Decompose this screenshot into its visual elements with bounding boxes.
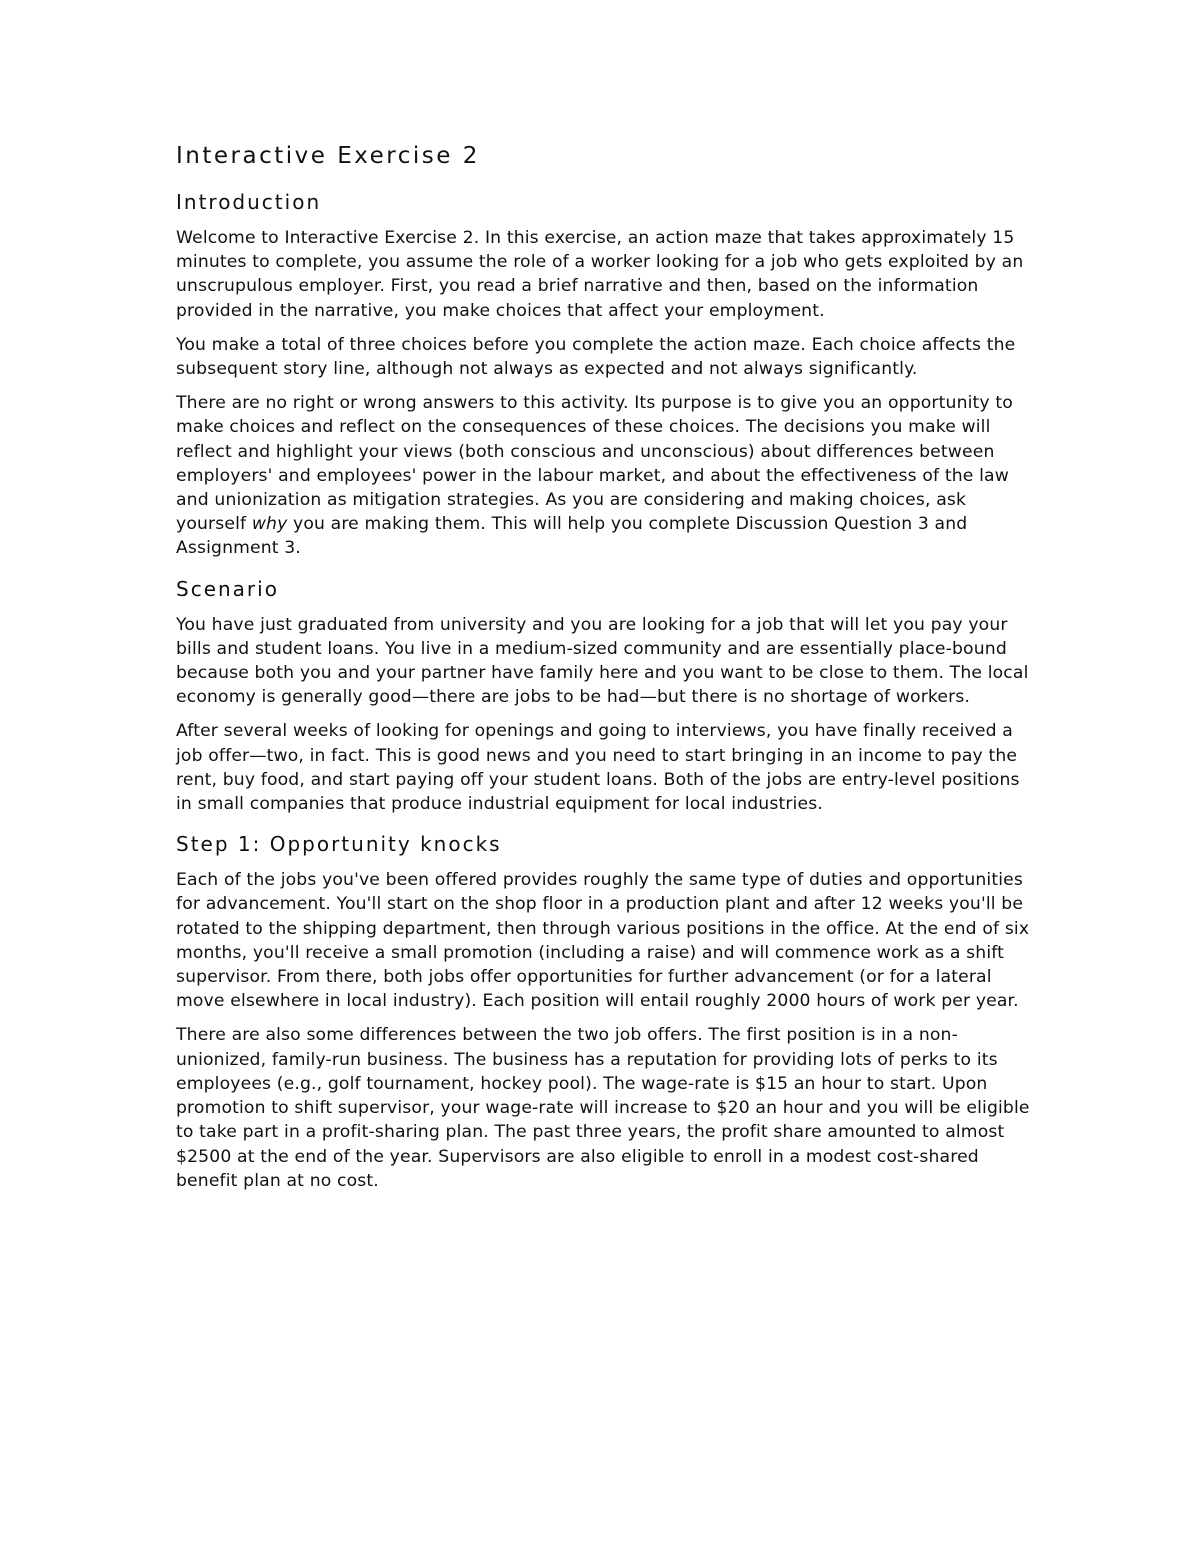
introduction-section: [176, 188, 1036, 561]
step1-heading: Step 1: Opportunity knocks: [176, 832, 502, 857]
scenario-paragraph-2: After several weeks of looking for openings and going to interviews, you have finally received a job offer—two, in fact. This is good news and you need to start bringing in an income to pay the rent, buy food, and start paying off your student loans. Both of the jobs are entry-level positions in small companies that produce industrial equipment for local industries.: [176, 721, 1020, 815]
introduction-paragraph-3-part-1: There are no right or wrong answers to this activity. Its purpose is to give you an opportunity to make choices and reflect on the consequences of these choices. The decisions you make will reflect and highlight your views (both conscious and unconscious) about differences between employers' and employees' power in the labour market, and about the effectiveness of the law and unionization as mitigation strategies. As you are considering and making choices, ask yourself: [176, 393, 1013, 535]
introduction-paragraph-3-part-2: you are making them. This will help you complete Discussion Question 3 and Assignment 3.: [176, 514, 968, 559]
step1-paragraph-1: Each of the jobs you've been offered provides roughly the same type of duties and opportunities for advancement. You'll start on the shop floor in a production plant and after 12 weeks you'll be rotated to the shipping department, then through various positions in the office. At the end of six months, you'll receive a small promotion (including a raise) and will commence work as a shift supervisor. From there, both jobs offer opportunities for further advancement (or for a lateral move elsewhere in local industry). Each position will entail roughly 2000 hours of work per year.: [176, 870, 1030, 1012]
introduction-paragraph-1: Welcome to Interactive Exercise 2. In this exercise, an action maze that takes approximately 15 minutes to complete, you assume the role of a worker looking for a job who gets exploited by an unscrupulous employer. First, you read a brief narrative and then, based on the information provided in the narrative, you make choices that affect your employment.: [176, 228, 1024, 321]
document-page: [176, 140, 1036, 1207]
introduction-heading: Introduction: [176, 190, 322, 214]
step1-section: [176, 830, 1036, 1193]
emphasis-why: why: [251, 514, 288, 535]
scenario-section: [176, 575, 1036, 817]
scenario-heading: Scenario: [176, 576, 279, 601]
document-title: Interactive Exercise 2: [176, 143, 480, 169]
scenario-paragraph-1: You have just graduated from university and you are looking for a job that will let you pay your bills and student loans. You live in a medium-sized community and are essentially place-bound because both you and your partner have family here and you want to be close to them. The local economy is generally good—there are jobs to be had—but there is no shortage of workers.: [176, 614, 1029, 708]
introduction-paragraph-2: You make a total of three choices before you complete the action maze. Each choice affects the subsequent story line, although not always as expected and not always significantly.: [176, 334, 1016, 380]
introduction-paragraph-3: [176, 391, 1036, 560]
step1-paragraph-2: There are also some differences between the two job offers. The first position is in a non-unionized, family-run business. The business has a reputation for providing lots of perks to its employees (e.g., golf tournament, hockey pool). The wage-rate is $15 an hour to start. Upon promotion to shift supervisor, your wage-rate will increase to $20 an hour and you will be eligible to take part in a profit-sharing plan. The past three years, the profit share amounted to almost $2500 at the end of the year. Supervisors are also eligible to enroll in a modest cost-shared benefit plan at no cost.: [176, 1025, 1030, 1191]
